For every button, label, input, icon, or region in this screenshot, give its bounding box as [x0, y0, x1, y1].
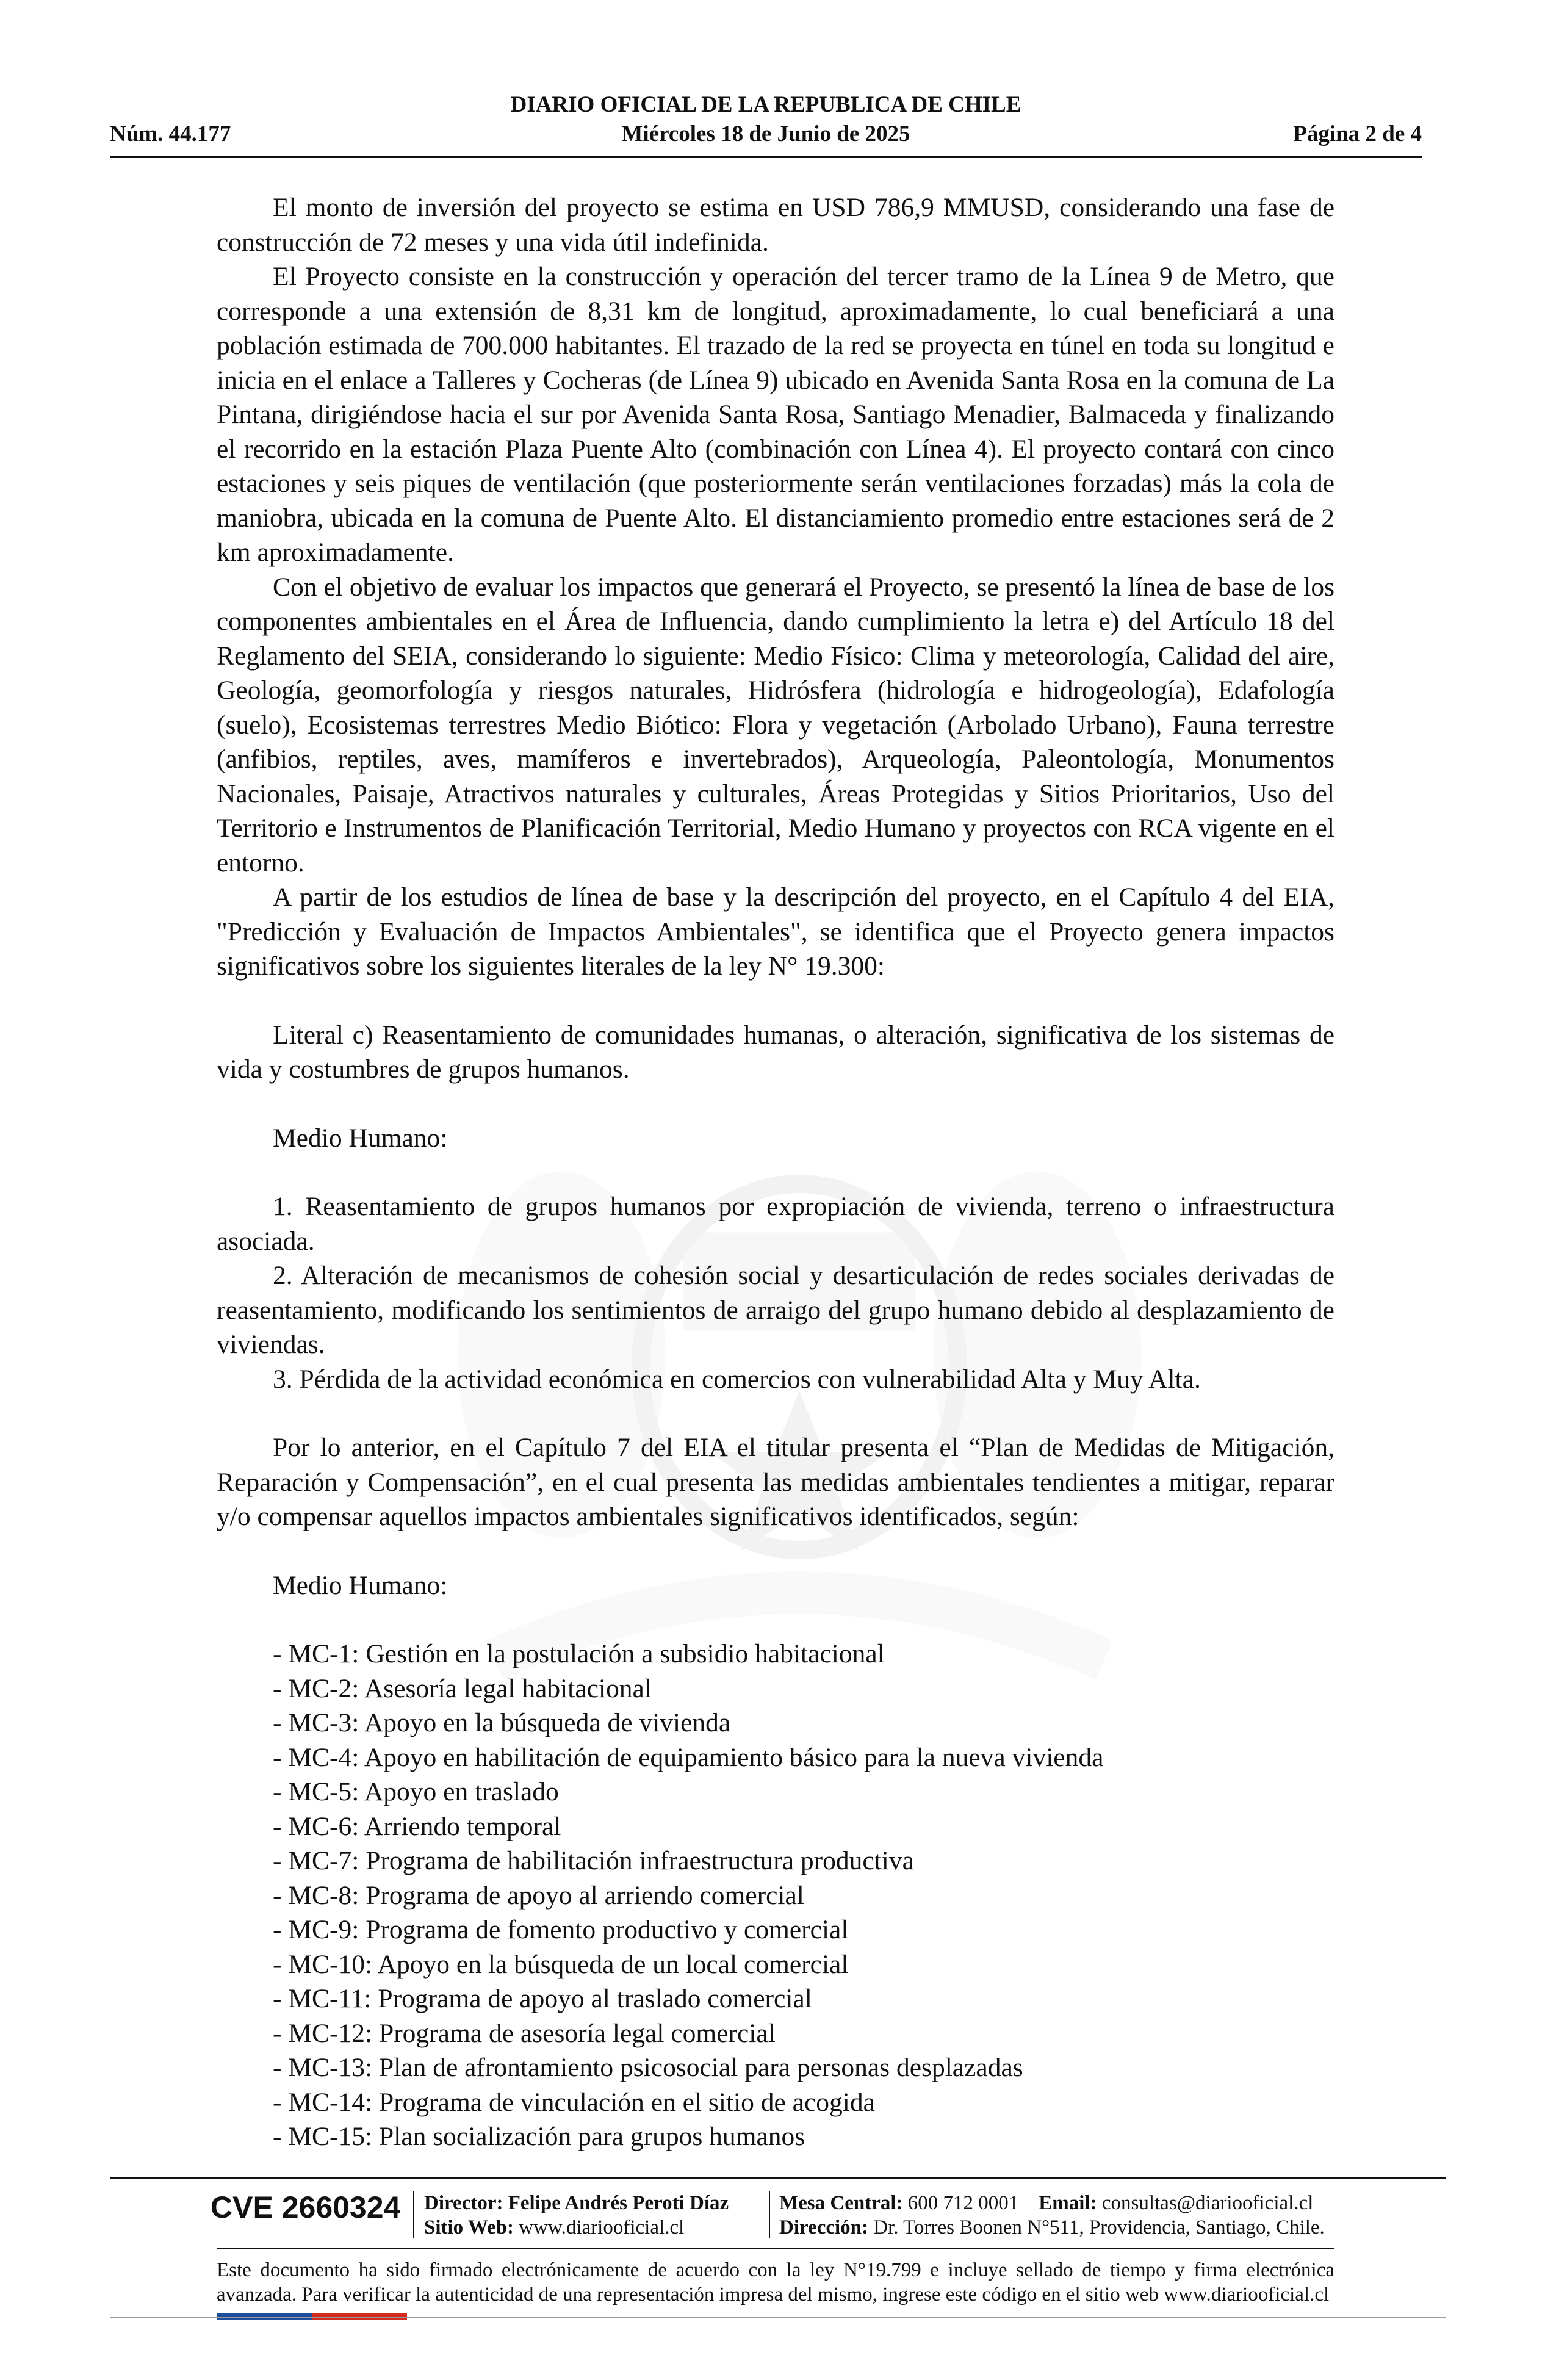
- email-link[interactable]: consultas@diariooficial.cl: [1101, 2192, 1314, 2214]
- director-block: [424, 2191, 729, 2240]
- impact-item: 2. Alteración de mecanismos de cohesión social y desarticulación de redes sociales derivadas de reasentamiento, modificando los sentimientos de arraigo del grupo humano debido al desplazamiento de viviendas.: [217, 1261, 1334, 1359]
- measure-item: - MC-13: Plan de afrontamiento psicosocial para personas desplazadas: [273, 2053, 1023, 2082]
- measure-item: - MC-3: Apoyo en la búsqueda de vivienda: [273, 1708, 731, 1737]
- measure-item: - MC-5: Apoyo en traslado: [273, 1777, 559, 1806]
- paragraph-investment: El monto de inversión del proyecto se estima en USD 786,9 MMUSD, considerando una fase de construcción de 72 meses y una vida útil indefinida.: [217, 193, 1334, 257]
- paragraph-project-description: El Proyecto consiste en la construcción y operación del tercer tramo de la Línea 9 de Metro, que corresponde a una extensión de 8,31 km de longitud, aproximadamente, lo cual beneficiará a una población estimada de 700.000 habitantes. El trazado de la red se proyecta en túnel en toda su longitud e inicia en el enlace a Talleres y Cocheras (de Línea 9) ubicado en Avenida Santa Rosa en la comuna de La Pintana, dirigiéndose hacia el sur por Avenida Santa Rosa, Santiago Menadier, Balmaceda y finalizando el recorrido en la estación Plaza Puente Alto (combinación con Línea 4). El proyecto contará con cinco estaciones y seis piques de ventilación (que posteriormente serán ventilaciones forzadas) más la cola de maniobra, ubicada en la comuna de Puente Alto. El distanciamiento promedio entre estaciones será de 2 km aproximadamente.: [217, 262, 1334, 567]
- measure-item: - MC-12: Programa de asesoría legal comercial: [273, 2018, 776, 2048]
- literal-c-paragraph: Literal c) Reasentamiento de comunidades humanas, o alteración, significativa de los sistemas de vida y costumbres de grupos humanos.: [217, 1020, 1334, 1084]
- measure-item: - MC-1: Gestión en la postulación a subsidio habitacional: [273, 1639, 885, 1668]
- signature-note: Este documento ha sido firmado electrónicamente de acuerdo con la ley N°19.799 e incluye sellado de tiempo y firma electrónica avanzada. Para verificar la autenticidad de una representación impresa del mismo, ingrese este código en el sitio web www.diariooficial.cl: [217, 2259, 1334, 2306]
- bottom-divider: [110, 2317, 1446, 2318]
- page-number: Página 2 de 4: [1293, 121, 1422, 146]
- director-label: Director:: [424, 2192, 503, 2214]
- impact-item: 3. Pérdida de la actividad económica en comercios con vulnerabilidad Alta y Muy Alta.: [273, 1364, 1201, 1394]
- mesa-label: Mesa Central:: [779, 2192, 903, 2214]
- header-divider: [110, 156, 1422, 158]
- measure-item: - MC-15: Plan socialización para grupos humanos: [273, 2122, 805, 2151]
- email-label: Email:: [1039, 2192, 1097, 2214]
- measure-item: - MC-7: Programa de habilitación infraestructura productiva: [273, 1846, 914, 1875]
- issue-number: Núm. 44.177: [110, 121, 231, 146]
- measure-item: - MC-9: Programa de fomento productivo y comercial: [273, 1915, 849, 1944]
- cve-code: CVE 2660324: [211, 2190, 401, 2224]
- publication-title: DIARIO OFICIAL DE LA REPUBLICA DE CHILE: [510, 92, 1021, 117]
- measure-item: - MC-4: Apoyo en habilitación de equipamiento básico para la nueva vivienda: [273, 1742, 1104, 1772]
- measure-item: - MC-8: Programa de apoyo al arriendo comercial: [273, 1880, 804, 1910]
- mesa-phone: 600 712 0001: [907, 2192, 1019, 2214]
- measure-item: - MC-10: Apoyo en la búsqueda de un local comercial: [273, 1949, 849, 1979]
- measure-item: - MC-2: Asesoría legal habitacional: [273, 1673, 652, 1703]
- paragraph-impacts-intro: A partir de los estudios de línea de base y la descripción del proyecto, en el Capítulo 4 del EIA, "Predicción y Evaluación de Impactos Ambientales", se identifica que el Proyecto genera impactos significativos sobre los siguientes literales de la ley N° 19.300:: [217, 882, 1334, 981]
- medio-humano-heading: Medio Humano:: [273, 1123, 448, 1153]
- footer-separator: [413, 2191, 414, 2238]
- issue-date: Miércoles 18 de Junio de 2025: [621, 121, 910, 146]
- footer-inner-divider: [217, 2248, 1334, 2249]
- medio-humano-heading: Medio Humano:: [273, 1570, 448, 1600]
- address-label: Dirección:: [779, 2216, 869, 2238]
- measure-item: - MC-11: Programa de apoyo al traslado comercial: [273, 1984, 812, 2013]
- impact-item: 1. Reasentamiento de grupos humanos por expropiación de vivienda, terreno o infraestructura asociada.: [217, 1192, 1334, 1256]
- measures-list: [217, 1637, 1334, 2154]
- page-header: [110, 92, 1422, 162]
- measure-item: - MC-6: Arriendo temporal: [273, 1811, 561, 1841]
- footer-separator: [769, 2191, 770, 2238]
- document-body: [217, 190, 1334, 2154]
- director-name: Felipe Andrés Peroti Díaz: [508, 2192, 729, 2214]
- address-value: Dr. Torres Boonen N°511, Providencia, Santiago, Chile.: [873, 2216, 1325, 2238]
- footer-divider: [110, 2177, 1446, 2179]
- paragraph-mitigation-plan: Por lo anterior, en el Capítulo 7 del EIA el titular presenta el “Plan de Medidas de Mitigación, Reparación y Compensación”, en el cual presenta las medidas ambientales tendientes a mitigar, reparar y/o compensar aquellos impactos ambientales significativos identificados, según:: [217, 1433, 1334, 1531]
- paragraph-baseline: Con el objetivo de evaluar los impactos que generará el Proyecto, se presentó la línea de base de los componentes ambientales en el Área de Influencia, dando cumplimiento la letra e) del Artículo 18 del Reglamento del SEIA, considerando lo siguiente: Medio Físico: Clima y meteorología, Calidad del aire, Geología, geomorfología y riesgos naturales, Hidrósfera (hidrología e hidrogeología), Edafología (suelo), Ecosistemas terrestres Medio Biótico: Flora y vegetación (Arbolado Urbano), Fauna terrestre (anfibios, reptiles, aves, mamíferos e invertebrados), Arqueología, Paleontología, Monumentos Nacionales, Paisaje, Atractivos naturales y culturales, Áreas Protegidas y Sitios Prioritarios, Uso del Territorio e Instrumentos de Planificación Territorial, Medio Humano y proyectos con RCA vigente en el entorno.: [217, 572, 1334, 878]
- contact-block: [779, 2191, 1325, 2240]
- site-link[interactable]: www.diariooficial.cl: [519, 2216, 685, 2238]
- site-label: Sitio Web:: [424, 2216, 514, 2238]
- measure-item: - MC-14: Programa de vinculación en el sitio de acogida: [273, 2087, 875, 2117]
